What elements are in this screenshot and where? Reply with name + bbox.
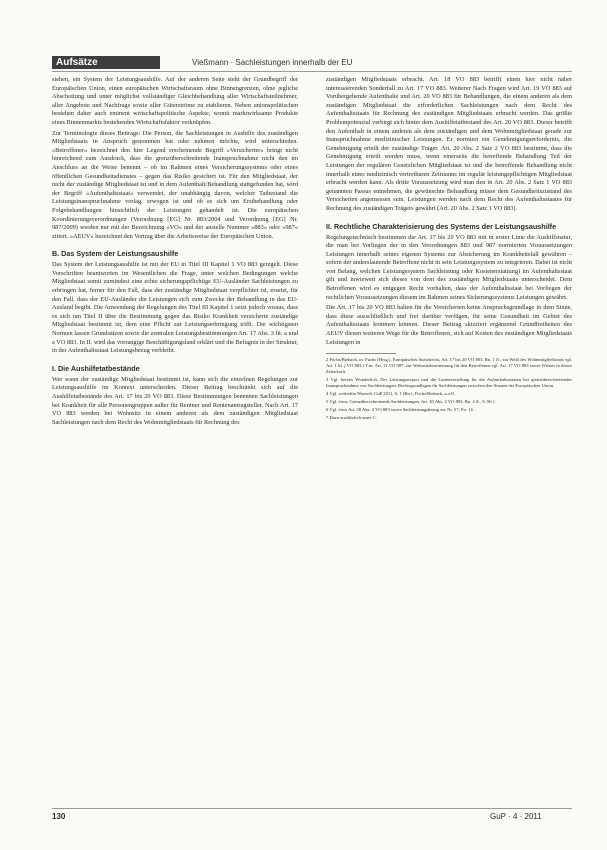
footnote: 2 Fuchs/Bieback, in: Fuchs (Hrsg.), Europäisches Sozialrecht, Art. 17 bis 20 VO 883, Rn. 1 ff.; zur Wahl des Wohnmitgliedstaats vgl. Art. 1 lit. j VO 883 i.V.m. Art. 11 VO 987; zur Wohnsitzbestimmung für den Betroffenen vgl. Art. 17 VO 883 sowie Wiener in dieser Zeitschrift. bbox=[326, 357, 572, 375]
heading-b: B. Das System der Leistungsaushilfe bbox=[52, 249, 179, 259]
footnote: 5 Vgl. etwa, Grenzüberschreitende Sachleistungen, Art. 20 Abs. 2 VO 883, Rn. 4 ff., S. 86 f. bbox=[326, 399, 496, 405]
left-paragraph-4: Wer wann der zuständige Mitgliedstaat bestimmt ist, kann sich die einzelnen Regelungen zur Leistungsaushilfe im Kontext unterscheiden. Dieser Beitrag beschränkt sich auf die Aushilfetatbestände des Art. 17 bis 20 VO 883. Diese Bestimmungen benennen Sachleistungen bei Krankheit für alle Personengruppen außer für Rentner und Rentenantragsteller. Nach Art. 17 VO 883 werden bei Wohnsitz in einem anderen als dem zuständigen Mitgliedstaat Sachleistungen nach dem Recht des Wohnmitgliedstaats für Rechnung des bbox=[52, 375, 298, 426]
page-number: 130 bbox=[52, 812, 66, 821]
footnote: 6 Vgl. etwa Art. 20 Abs. 2 VO 883 sowie Sachleistungsbezug zur Nr. 57, Fn. 14. bbox=[326, 407, 474, 413]
right-paragraph-3: Die Art. 17 bis 20 VO 883 halten für die Versicherten keine Anspruchsgrundlage in dem Sinne, dass diese ausschließlich und frei darüber verfügen, für seine Gesundheit im Gebiet des Aufenthaltsstaats kommen können. Dieser Beitrag skizziert ergänzend Grundfreiheiten des AEUV diesen weiteren Wege für die Betroffenen, sich auf Kosten des zuständigen Mitgliedstaats Leistungen in bbox=[326, 304, 572, 346]
left-paragraph-3: Das System der Leistungsaushilfe ist mit der EU in Titel III Kapitel 1 VO 883 geregelt. Diese Vorschriften beantworten im Wesentlichen die Frage, unter welchen Bedingungen welche Mitgliedstaat somit zumindest eine echte sicherungspflichtige EU-Ausländer Sachleistungen zu erbringen hat, ferner für den Fall, dass der zuständige Mitgliedstaat verpflichtet ist, ersetzt, für den Fall, dass der EU-Ausländer die Leistungen sich zum Zwecke der Behandlung in das EU-Ausland begibt. Die Anwendung der Regelungen des Titel III Kapitel 1 setzt jedoch voraus, dass es sich um Titel II über die Bestimmung gegen das Risiko Krankheit versicherte zuständige Mitgliedstaat bestimmt ist, dem eine Pflicht zur Leistungserbringung trifft. Die wichtigsten Normen lassen Grundsätzen sowie die zentralen Leistungsbestimmungen Art. 17 Abs. 3 lit. a und a VO 883. In II. wird das vorrangige Beschäftigungsland erklärt und die Befugnis in der Struktur, in der Aufenthaltsstaat Leistungsbezug verbleibt. bbox=[52, 261, 298, 355]
footnote: 7 Dazu ausführlich unter C. bbox=[326, 415, 377, 421]
right-column bbox=[326, 76, 572, 423]
heading-ii: II. Rechtliche Charakterisierung des Systems der Leistungsaushilfe bbox=[326, 221, 557, 231]
right-paragraph-1: zuständigen Mitgliedstaats erbracht. Art. 18 VO 883 betrifft einen hier nicht näher interessierenden Sonderfall zu Art. 17 VO 883. Weiterer Nach Fragen wird Art. 19 VO 883 auf Vorübergehende Aufenthalte und Art. 20 VO 883 für Behandlungen, die einem anderen als dem zuständigen Mitgliedstaat die erforderlichen Sachleistungen nach dem Recht des Aufenthaltsstaats für Rechnung des zuständigen Mitgliedstaats erbracht werden. Das größte Problempotenzial verbirgt sich hinter dem Aushilfetatbestand des Art. 20 VO 883. Dieser betrifft den Aufenthalt in einem anderen als dem zuständigen und dem Wohnmitgliedstaat gerade zur Inanspruchnahme medizinischer Leistungen. Er normiert ein Genehmigungserfordernis, die Genehmigung erteilt der zuständige Träger. Art. 20 Abs. 2 Satz 2 VO 883 bestimmt, dass die Genehmigung erteilt werden muss, wenn einerseits die betreffende Behandlung Teil der Leistungen der regulären Gesetzlichen Mitgliedstaat ist und die betreffende Behandlung nicht innerhalb eines medizinisch vertretbaren Zeitraums im regulär leistungspflichtigen Mitgliedstaat erbracht werden kann. Als dritte Voraussetzung wird man den in Art. 20 Abs. 2 Satz 1 VO 883 genannten Passus entnehmen, die gewünschte Behandlung müsse dem Gesundheitszustand des Versicherten angemessen sein. Leistungen werden nach dem Recht des Aufenthaltsstaates für Rechnung des zuständigen Trägers gewährt (Art. 20 Abs. 2 Satz 1 VO 883). bbox=[326, 76, 572, 212]
header-rule bbox=[52, 71, 572, 72]
heading-i: I. Die Aushilfetatbestände bbox=[52, 363, 140, 373]
running-title: Vießmann · Sachleistungen innerhalb der EU bbox=[192, 58, 353, 67]
footnote-rule bbox=[326, 353, 396, 354]
right-paragraph-2: Regelungstechnisch bestimmen die Art. 17 bis 20 VO 883 mit in erster Linie die Aushilfsnatur, die man bei Vorliegen der in den Verordnungen 883 und 987 normierten Voraussetzungen Leistungen innerhalb seines eigenen Systems zur Absicherung im Krankheitsfall gewähren – sofern der anderslautende Betroffene nicht in sein Leistungssystem zu integrieren. Dabei ist nicht von Belang, welchen Leistungssystem Sachleistung oder Kostenerstattung) im Aufenthaltsstaat gilt und inwieweit sich dieses von dem des zuständigen Mitgliedstaats unterscheidet. Dem Betroffenen wird es entgegen Recht vorhalten, dass der Aufenthaltsstaat bei Vorliegen der rechtlichen Voraussetzungen diesem im Rahmen seines Sicherungssystems Leistungen gewährt. bbox=[326, 233, 572, 301]
left-paragraph-2: Zur Terminologie dieses Beitrags: Die Person, die Sachleistungen in Aushilfe des zuständigen Mitgliedstaats in Anspruch genommen hat oder nehmen möchte, wird unterschieden. »Betroffener« bezeichnet den hier Legend erscheinende Begriff »Versicherter« bringt nicht hinreichend zum Ausdruck, dass die grenzüberschreitende Inanspruchnahme nicht den im Anschluss an die Weise benennt – ob im Rahmen eines Versicherungssystems oder eines öffentlichen Gesundheitsdienstes – gegen das Risiko gesichert ist. Für den Mitgliedstaat, der nicht der zuständige Mitgliedstaat ist und in dem Aufenthalt/Behandlung stattgefunden hat, wird der Begriff »Aufenthaltsstaat« verwendet, der unabhängig davon, welcher Tatbestand die Leistungsinanspruchnahme vorlag, erwogen ist und ob es sich um Erstbehandlung oder Folgebehandlungen hinsichtlich der Leistungen gehandelt ist. Die europäischen Koordinierungsverordnungen (Verordnung [EG] Nr. 883/2004 und Verordnung [EG] Nr. 987/2009) werden nur mit der Bezeichnung »VO« und der anstelle Nummer »883« oder »987« zitiert. »AEUV« bezeichnet den Vertrag über die Arbeitsweise der Europäischen Union. bbox=[52, 129, 298, 240]
left-paragraph-1: stehen, ein System der Leistungsaushilfe. Auf der anderen Seite steht der Grundbegriff der Europäischen Union, einen europäischen Wirtschaftsraum ohne Binnengrenzen, ohne jegliche Abschottung und unter möglichst vollständiger Gleichbehandlung aller Wirtschaftsteilnehmer, aller Angebote und Nachfrage sowie aller Güterströme zu etablieren. Neben unionspolitischen bestehen daher auch eminent wirtschaftspolitische Aspekte, womit marktwirksame Produkte eines Binnenmarkts bestehenden Wirtschaftsfaktor verknüpfen. bbox=[52, 76, 298, 126]
footer-rule bbox=[52, 808, 572, 809]
footnote: 3 Vgl. bereits Wunderlich, Der Leistungsexport und die Lastenverteilung für die Aufenthaltsstaaten bei grenzüberschreitender Inanspruchnahme von Sachleistungen, Rechtsgrundlagen für Sachleistungen zwischen den Staaten der Europäischen Union. bbox=[326, 377, 572, 389]
left-column bbox=[52, 76, 298, 429]
footnote: 4 Vgl. weiterhin Wunsch, GuP 2011, S. 1 (Rn.); Fuchs/Bieback, a.a.O. bbox=[326, 391, 456, 397]
section-tag: Aufsätze bbox=[52, 56, 160, 69]
page-header bbox=[52, 56, 572, 69]
journal-issue: GuP · 4 · 2011 bbox=[490, 812, 542, 821]
